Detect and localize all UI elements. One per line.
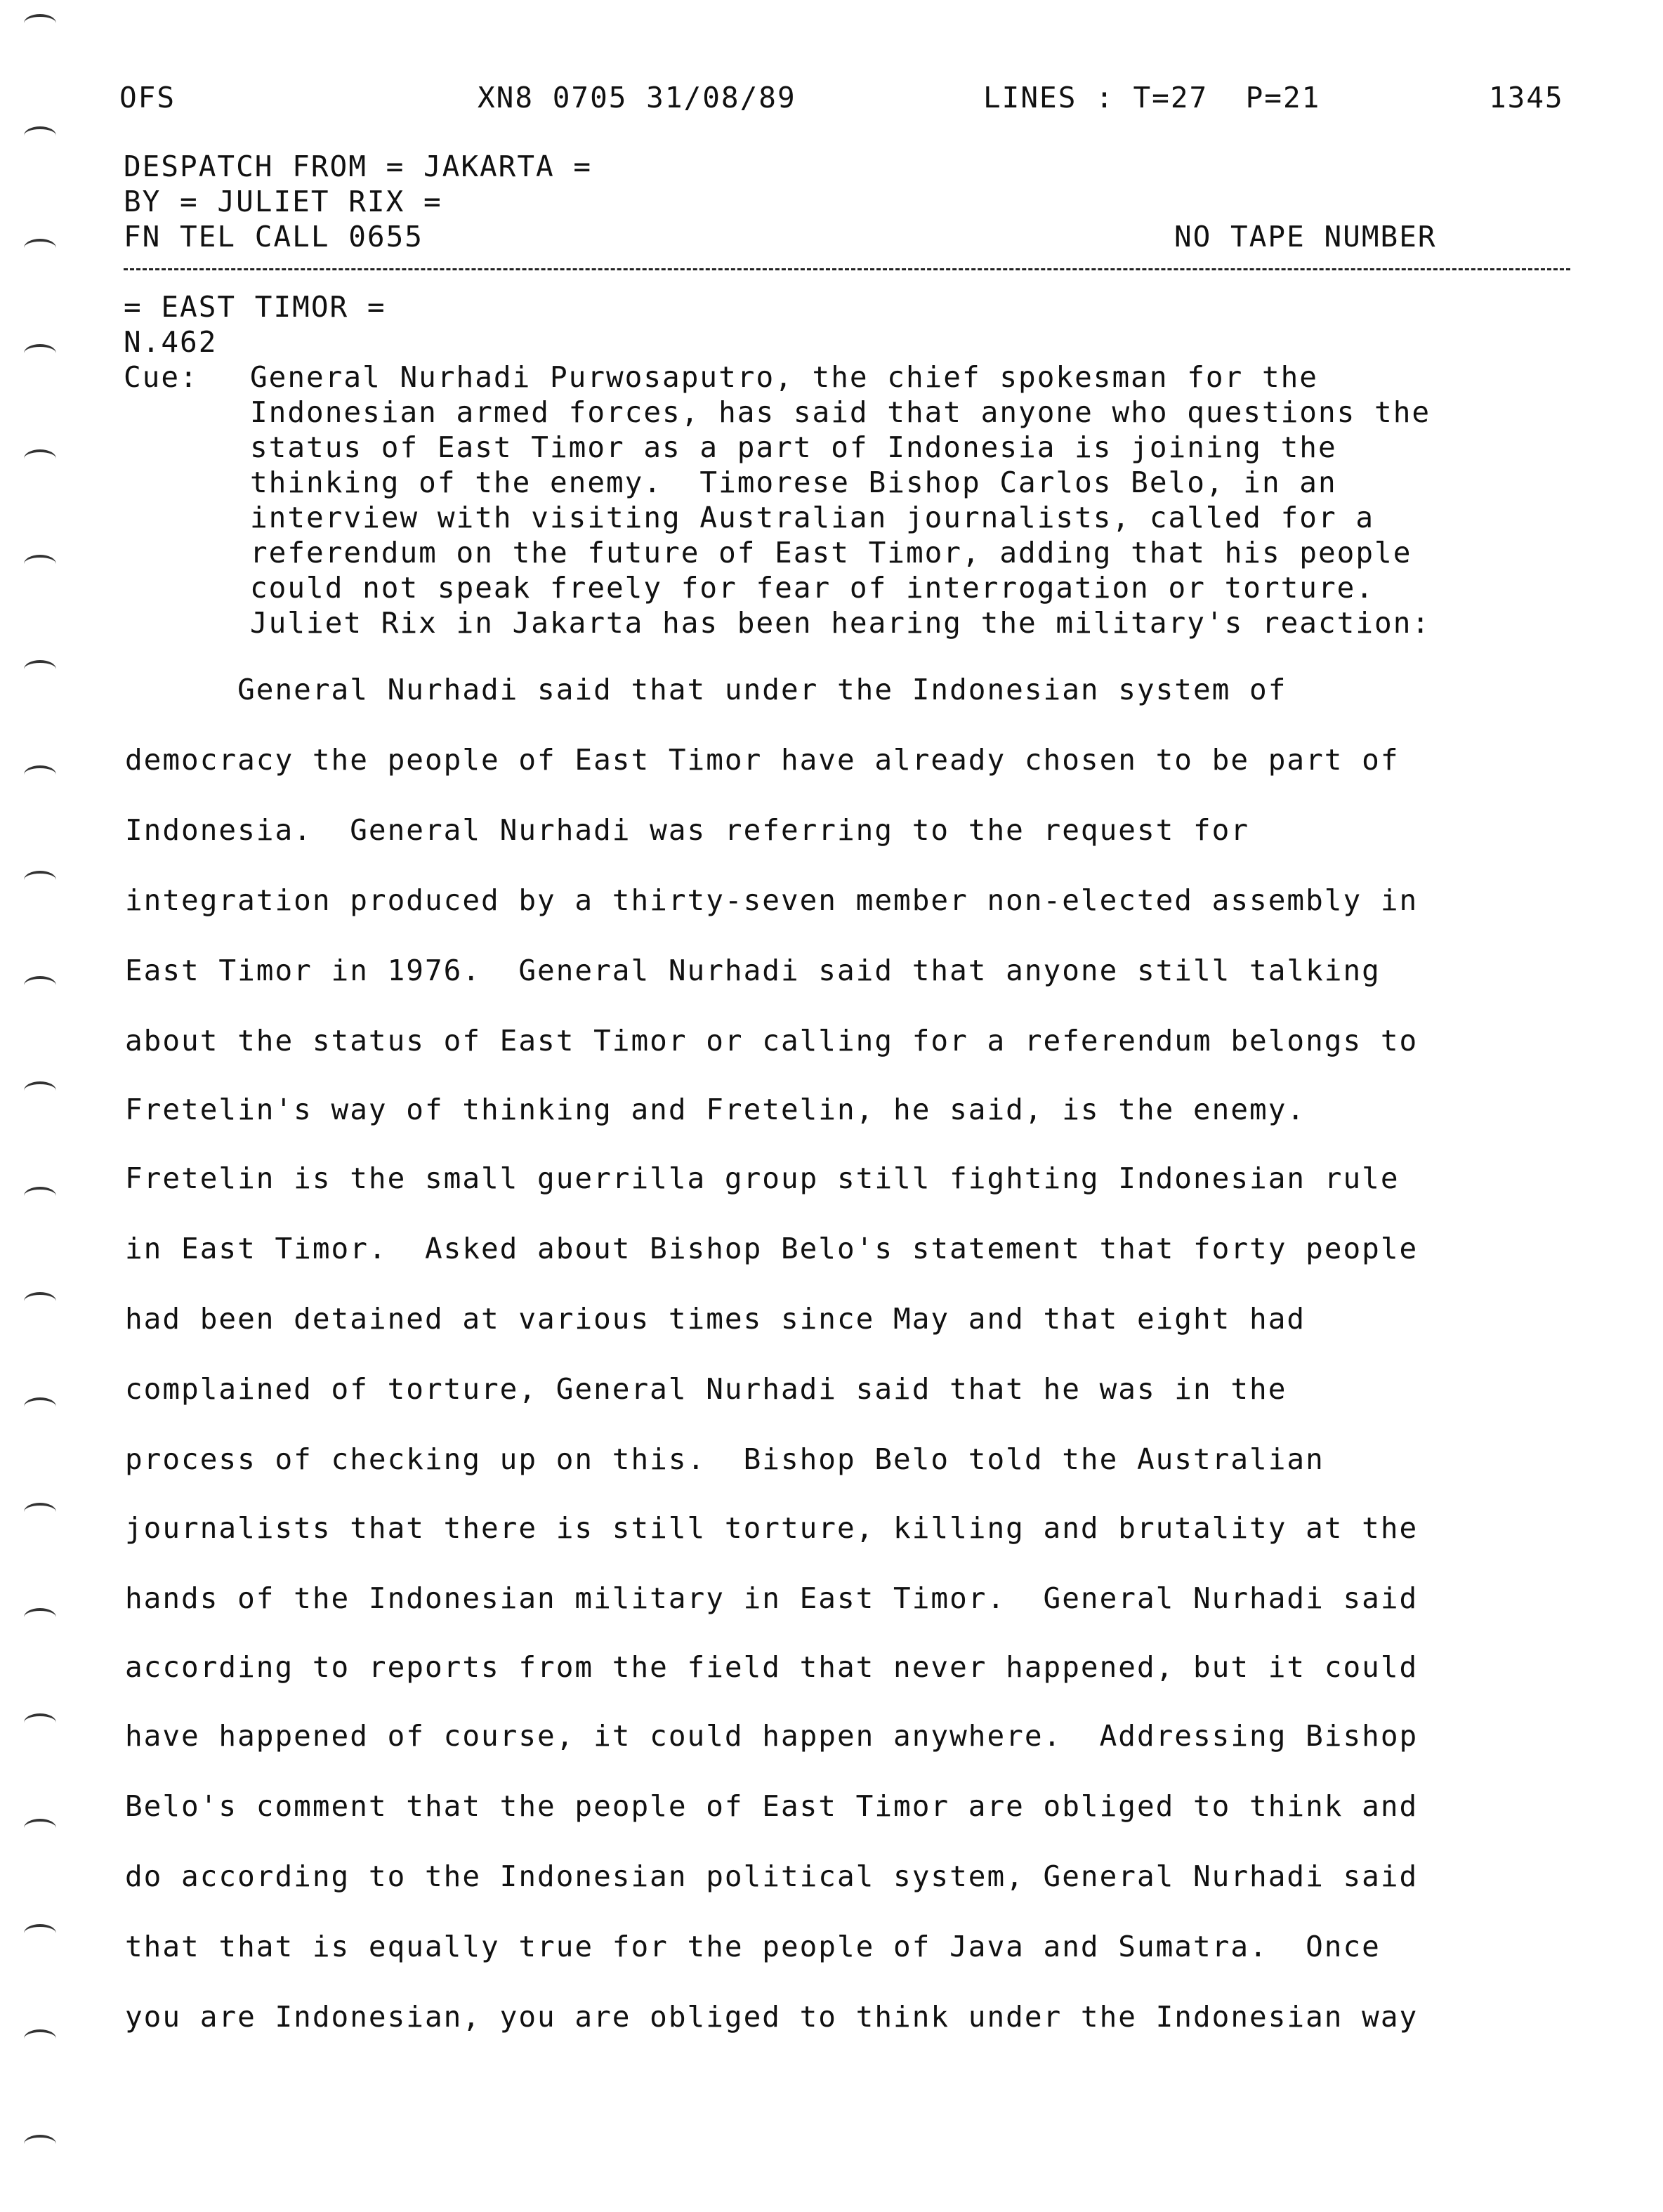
margin-mark xyxy=(24,871,56,889)
margin-mark xyxy=(24,344,56,362)
margin-mark xyxy=(24,555,56,573)
body-line: General Nurhadi said that under the Indonesian system of xyxy=(125,673,1287,706)
margin-mark xyxy=(24,126,56,145)
body-line: do according to the Indonesian political system, General Nurhadi said xyxy=(125,1859,1419,1893)
margin-mark xyxy=(24,1081,56,1100)
despatch-tape: NO TAPE NUMBER xyxy=(1174,220,1437,254)
margin-mark xyxy=(24,1924,56,1942)
body-line: journalists that there is still torture, killing and brutality at the xyxy=(125,1511,1419,1545)
cue-label: Cue: xyxy=(124,360,199,394)
body-line: had been detained at various times since May and that eight had xyxy=(125,1302,1306,1336)
despatch-fn: FN TEL CALL 0655 xyxy=(124,220,423,254)
cue-line: Indonesian armed forces, has said that anyone who questions the xyxy=(250,395,1431,429)
body-line: according to reports from the field that never happened, but it could xyxy=(125,1650,1419,1684)
margin-mark xyxy=(24,449,56,468)
margin-mark xyxy=(24,976,56,994)
body-line: have happened of course, it could happen anywhere. Addressing Bishop xyxy=(125,1719,1419,1753)
body-line: Fretelin's way of thinking and Fretelin, he said, is the enemy. xyxy=(125,1093,1306,1126)
margin-mark xyxy=(24,239,56,257)
margin-mark xyxy=(24,1292,56,1310)
despatch-from: DESPATCH FROM = JAKARTA = xyxy=(124,150,593,183)
body-line: process of checking up on this. Bishop Belo told the Australian xyxy=(125,1442,1325,1476)
body-line: hands of the Indonesian military in East Timor. General Nurhadi said xyxy=(125,1581,1419,1615)
header-code: OFS xyxy=(119,81,176,114)
margin-mark xyxy=(24,1503,56,1521)
cue-line: interview with visiting Australian journalists, called for a xyxy=(250,501,1375,534)
body-line: Indonesia. General Nurhadi was referring to the request for xyxy=(125,813,1250,847)
header-lines: LINES : T=27 P=21 xyxy=(983,81,1321,114)
cue-line: referendum on the future of East Timor, adding that his people xyxy=(250,536,1412,570)
margin-mark xyxy=(24,14,56,32)
cue-line: Juliet Rix in Jakarta has been hearing the military's reaction: xyxy=(250,606,1431,640)
margin-mark xyxy=(24,1713,56,1732)
margin-mark xyxy=(24,1819,56,1837)
margin-mark xyxy=(24,1187,56,1205)
story-ref: N.462 xyxy=(124,325,218,359)
story-slug: = EAST TIMOR = xyxy=(124,290,386,324)
body-line: about the status of East Timor or calling for a referendum belongs to xyxy=(125,1024,1419,1058)
body-line: East Timor in 1976. General Nurhadi said that anyone still talking xyxy=(125,954,1381,987)
margin-mark xyxy=(24,660,56,678)
cue-line: status of East Timor as a part of Indonesia is joining the xyxy=(250,430,1337,464)
cue-line: General Nurhadi Purwosaputro, the chief spokesman for the xyxy=(250,360,1318,394)
margin-mark xyxy=(24,1608,56,1626)
cue-line: thinking of the enemy. Timorese Bishop Carlos Belo, in an xyxy=(250,466,1337,499)
cue-line: could not speak freely for fear of interrogation or torture. xyxy=(250,571,1375,605)
body-line: Belo's comment that the people of East Timor are obliged to think and xyxy=(125,1789,1419,1823)
body-line: Fretelin is the small guerrilla group still fighting Indonesian rule xyxy=(125,1161,1400,1195)
margin-mark xyxy=(24,2135,56,2153)
dashed-divider xyxy=(124,268,1570,270)
margin-mark xyxy=(24,765,56,784)
margin-mark xyxy=(24,2029,56,2048)
body-line: complained of torture, General Nurhadi said that he was in the xyxy=(125,1372,1287,1406)
body-line: integration produced by a thirty-seven member non-elected assembly in xyxy=(125,883,1419,917)
body-line: in East Timor. Asked about Bishop Belo's statement that forty people xyxy=(125,1232,1419,1265)
body-line: that that is equally true for the people of Java and Sumatra. Once xyxy=(125,1930,1381,1963)
body-line: you are Indonesian, you are obliged to think under the Indonesian way xyxy=(125,2000,1419,2034)
body-line: democracy the people of East Timor have already chosen to be part of xyxy=(125,743,1400,777)
header-id: XN8 0705 31/08/89 xyxy=(478,81,796,114)
margin-mark xyxy=(24,1397,56,1416)
header-number: 1345 xyxy=(1489,81,1564,114)
despatch-by: BY = JULIET RIX = xyxy=(124,185,442,218)
